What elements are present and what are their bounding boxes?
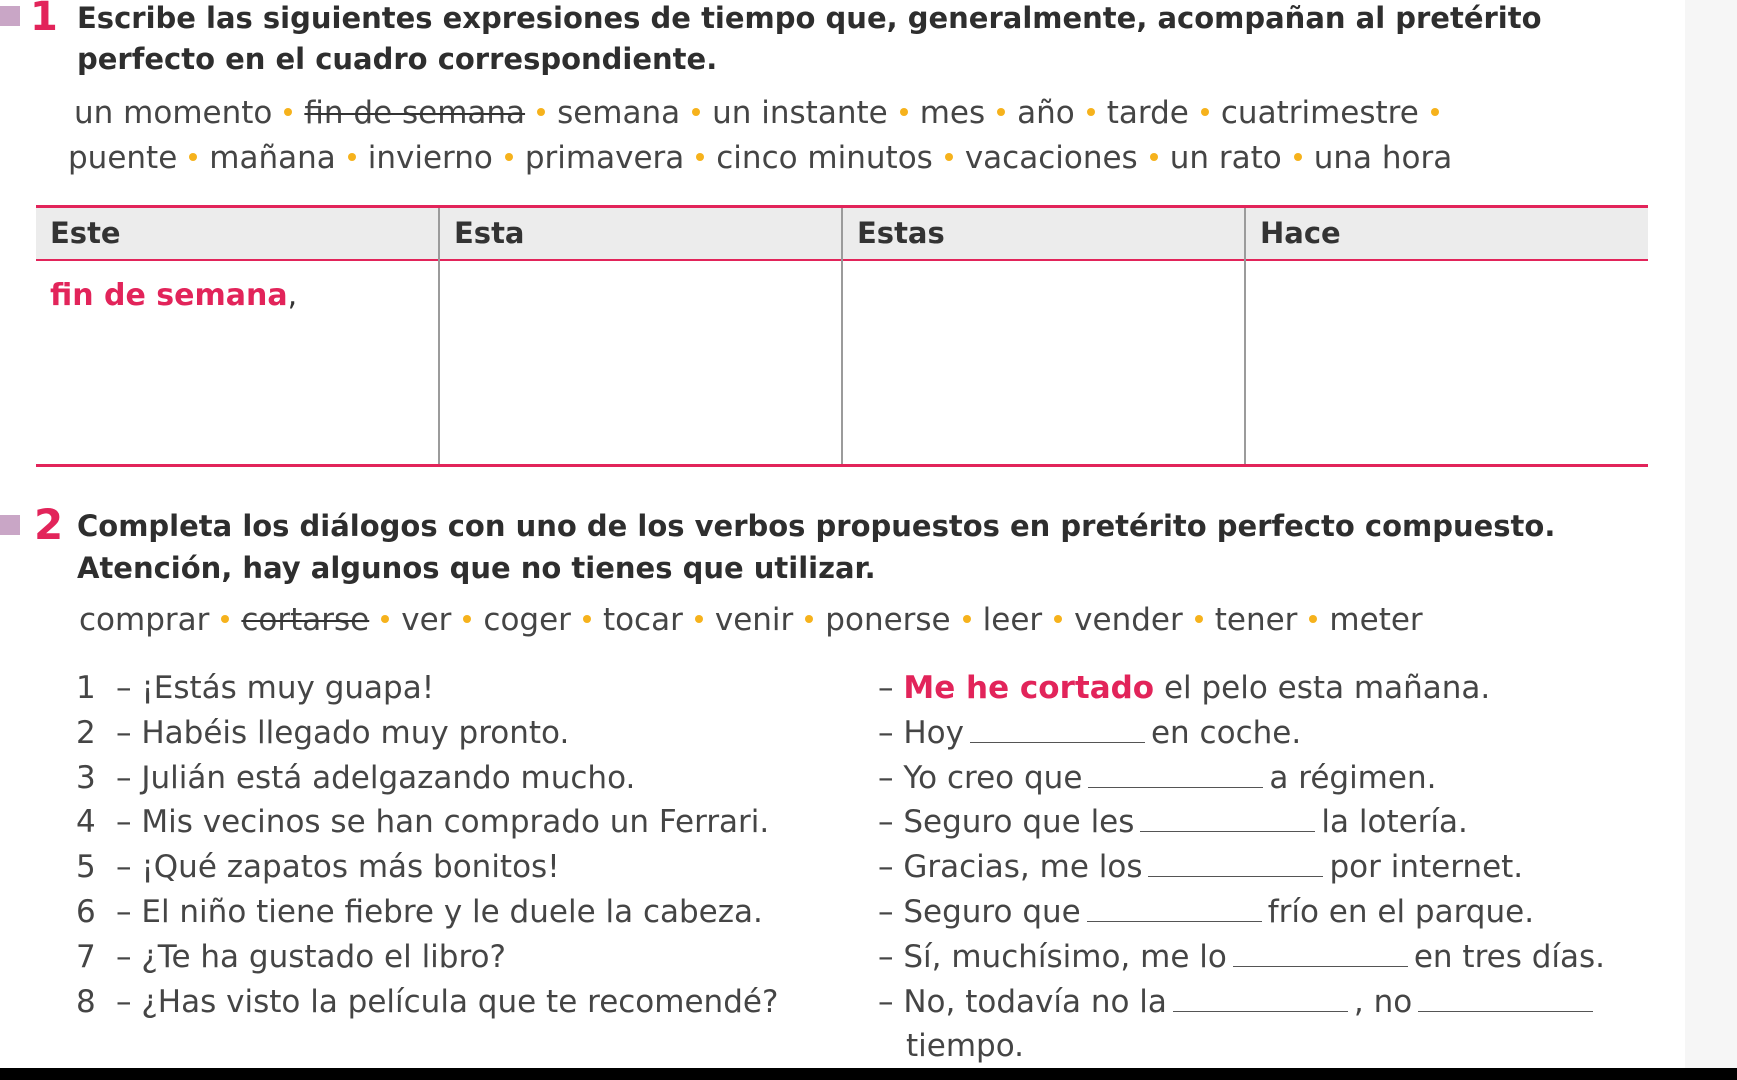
dialogue-number: 2 [76,714,96,751]
reply-start: – Seguro que les [878,804,1135,841]
bullet-separator [1201,108,1209,116]
dialogue-prompt [76,892,763,932]
prompt-text: – ¿Te ha gustado el libro? [116,938,506,975]
bullet-separator [284,108,292,116]
bank-word: ponerse [825,602,951,638]
reply-continuation: tiempo. [906,1028,1024,1065]
reply-end: a régimen. [1269,759,1437,796]
dialogue-reply [878,937,1605,977]
bank-word: meter [1329,602,1423,638]
bullet-separator [945,153,953,161]
bullet-separator [1294,153,1302,161]
reply-start: – [878,670,904,706]
bank-word: tarde [1106,95,1189,131]
time-expressions-line-2 [68,138,1452,178]
bank-word: ver [401,602,452,638]
bank-word: un rato [1169,140,1282,176]
reply-end: en tres días. [1413,938,1606,975]
reply-start: – Gracias, me los [878,849,1143,886]
bank-word: coger [483,602,571,638]
answer-table [36,205,1648,467]
prompt-text: – El niño tiene fiebre y le duele la cabeza. [116,894,763,930]
dialogue-number: 8 [76,983,96,1020]
bullet-separator [1087,108,1095,116]
bank-word: cortarse [241,602,370,638]
bank-word: venir [714,602,794,638]
exercise-1-instruction-line2: perfecto en el cuadro correspondiente. [77,42,718,76]
time-expressions-line-1 [74,93,1451,133]
bullet-separator [505,153,513,161]
dialogue-prompt [76,982,778,1022]
dialogue-number: 6 [76,894,96,930]
prompt-text: – ¡Qué zapatos más bonitos! [116,849,560,886]
dialogue-prompt [76,758,635,798]
bank-word: comprar [79,602,210,638]
reply-end: el pelo esta mañana. [1154,670,1491,706]
dialogue-number: 7 [76,938,96,975]
bullet-separator [537,108,545,116]
dialogue-reply [878,892,1534,932]
bank-word: tocar [602,602,683,638]
bullet-separator [221,615,229,623]
answer-blank[interactable] [1088,763,1263,788]
verbs-bank [79,600,1423,640]
answer-blank[interactable] [970,718,1145,743]
bank-word: año [1017,95,1075,131]
bank-word: vacaciones [964,140,1138,176]
bullet-separator [692,108,700,116]
bullet-separator [1431,108,1439,116]
dialogue-number: 5 [76,849,96,886]
bullet-separator [583,615,591,623]
bullet-separator [463,615,471,623]
exercise-2-instruction-line1: Completa los diálogos con uno de los verbos propuestos en pretérito perfecto compuesto. [77,509,1556,543]
bullet-separator [997,108,1005,116]
prompt-text: – ¿Has visto la película que te recomendé? [116,983,779,1020]
answer-blank[interactable] [1418,987,1593,1012]
exercise-1-number: 1 [30,0,58,40]
dialogue-reply [878,713,1301,753]
reply-start: – Sí, muchísimo, me lo [878,938,1227,975]
bullet-separator [900,108,908,116]
bank-word: un instante [712,95,888,131]
dialogue-reply [878,982,1599,1022]
table-header-estas: Estas [857,216,945,250]
reply-end: frío en el parque. [1267,894,1535,930]
bullet-separator [963,615,971,623]
dialogue-reply [878,847,1523,887]
exercise-1-instruction-line1: Escribe las siguientes expresiones de tiempo que, generalmente, acompañan al pretérito [77,1,1542,35]
bullet-separator [189,153,197,161]
bank-word: mañana [209,140,336,176]
exercise-1-marker [0,6,20,26]
answer-blank[interactable] [1148,852,1323,877]
bullet-separator [1150,153,1158,161]
prompt-text: – Mis vecinos se han comprado un Ferrari. [116,804,770,841]
exercise-2-marker [0,515,20,535]
dialogue-prompt [76,847,560,887]
bullet-separator [695,615,703,623]
answer-blank[interactable] [1140,807,1315,832]
bank-word: una hora [1313,140,1453,176]
dialogue-reply [878,758,1436,798]
bullet-separator [1054,615,1062,623]
dialogue-number: 4 [76,804,96,841]
bank-word: mes [919,95,986,131]
bullet-separator [348,153,356,161]
bank-word: fin de semana [304,95,526,131]
reply-end: por internet. [1329,849,1524,886]
reply-end: en coche. [1150,714,1302,751]
bullet-separator [381,615,389,623]
dialogue-prompt [76,802,769,842]
bullet-separator [1309,615,1317,623]
reply-start: – Yo creo que [878,759,1083,796]
dialogue-reply [878,802,1468,842]
bank-word: primavera [524,140,685,176]
example-comma: , [287,278,298,313]
prompt-text: – ¡Estás muy guapa! [116,670,435,706]
table-header-hace: Hace [1260,216,1341,250]
table-example-entry [50,278,297,313]
dialogue-prompt [76,668,434,708]
example-answer: fin de semana [50,278,288,313]
page-edge-shade [1685,0,1737,1068]
answer-blank[interactable] [1173,987,1348,1012]
dialogue-prompt [76,713,569,753]
dialogue-reply [878,668,1490,708]
reply-start: – No, todavía no la [878,983,1167,1020]
bank-word: tener [1214,602,1298,638]
reply-end: la lotería. [1321,804,1468,841]
exercise-2-number: 2 [34,500,64,549]
bank-word: un momento [74,95,273,131]
answer-blank[interactable] [1087,897,1262,922]
exercise-2-instruction-line2: Atención, hay algunos que no tienes que utilizar. [77,551,876,585]
bullet-separator [805,615,813,623]
reply-start: – Seguro que [878,894,1081,930]
reply-start: – Hoy [878,714,964,751]
bank-word: semana [557,95,681,131]
reply-middle: , no [1353,983,1413,1020]
example-answer: Me he cortado [903,670,1155,706]
bank-word: leer [982,602,1043,638]
dialogue-number: 3 [76,759,96,796]
dialogue-number: 1 [76,670,96,706]
bank-word: vender [1074,602,1183,638]
table-header-esta: Esta [454,216,525,250]
bank-word: invierno [367,140,493,176]
dialogue-prompt [76,937,506,977]
bullet-separator [1195,615,1203,623]
prompt-text: – Julián está adelgazando mucho. [116,759,636,796]
answer-blank[interactable] [1233,942,1408,967]
table-header-este: Este [50,216,121,250]
bank-word: cinco minutos [716,140,933,176]
bank-word: cuatrimestre [1220,95,1419,131]
bank-word: puente [68,140,178,176]
prompt-text: – Habéis llegado muy pronto. [116,714,570,751]
bullet-separator [696,153,704,161]
